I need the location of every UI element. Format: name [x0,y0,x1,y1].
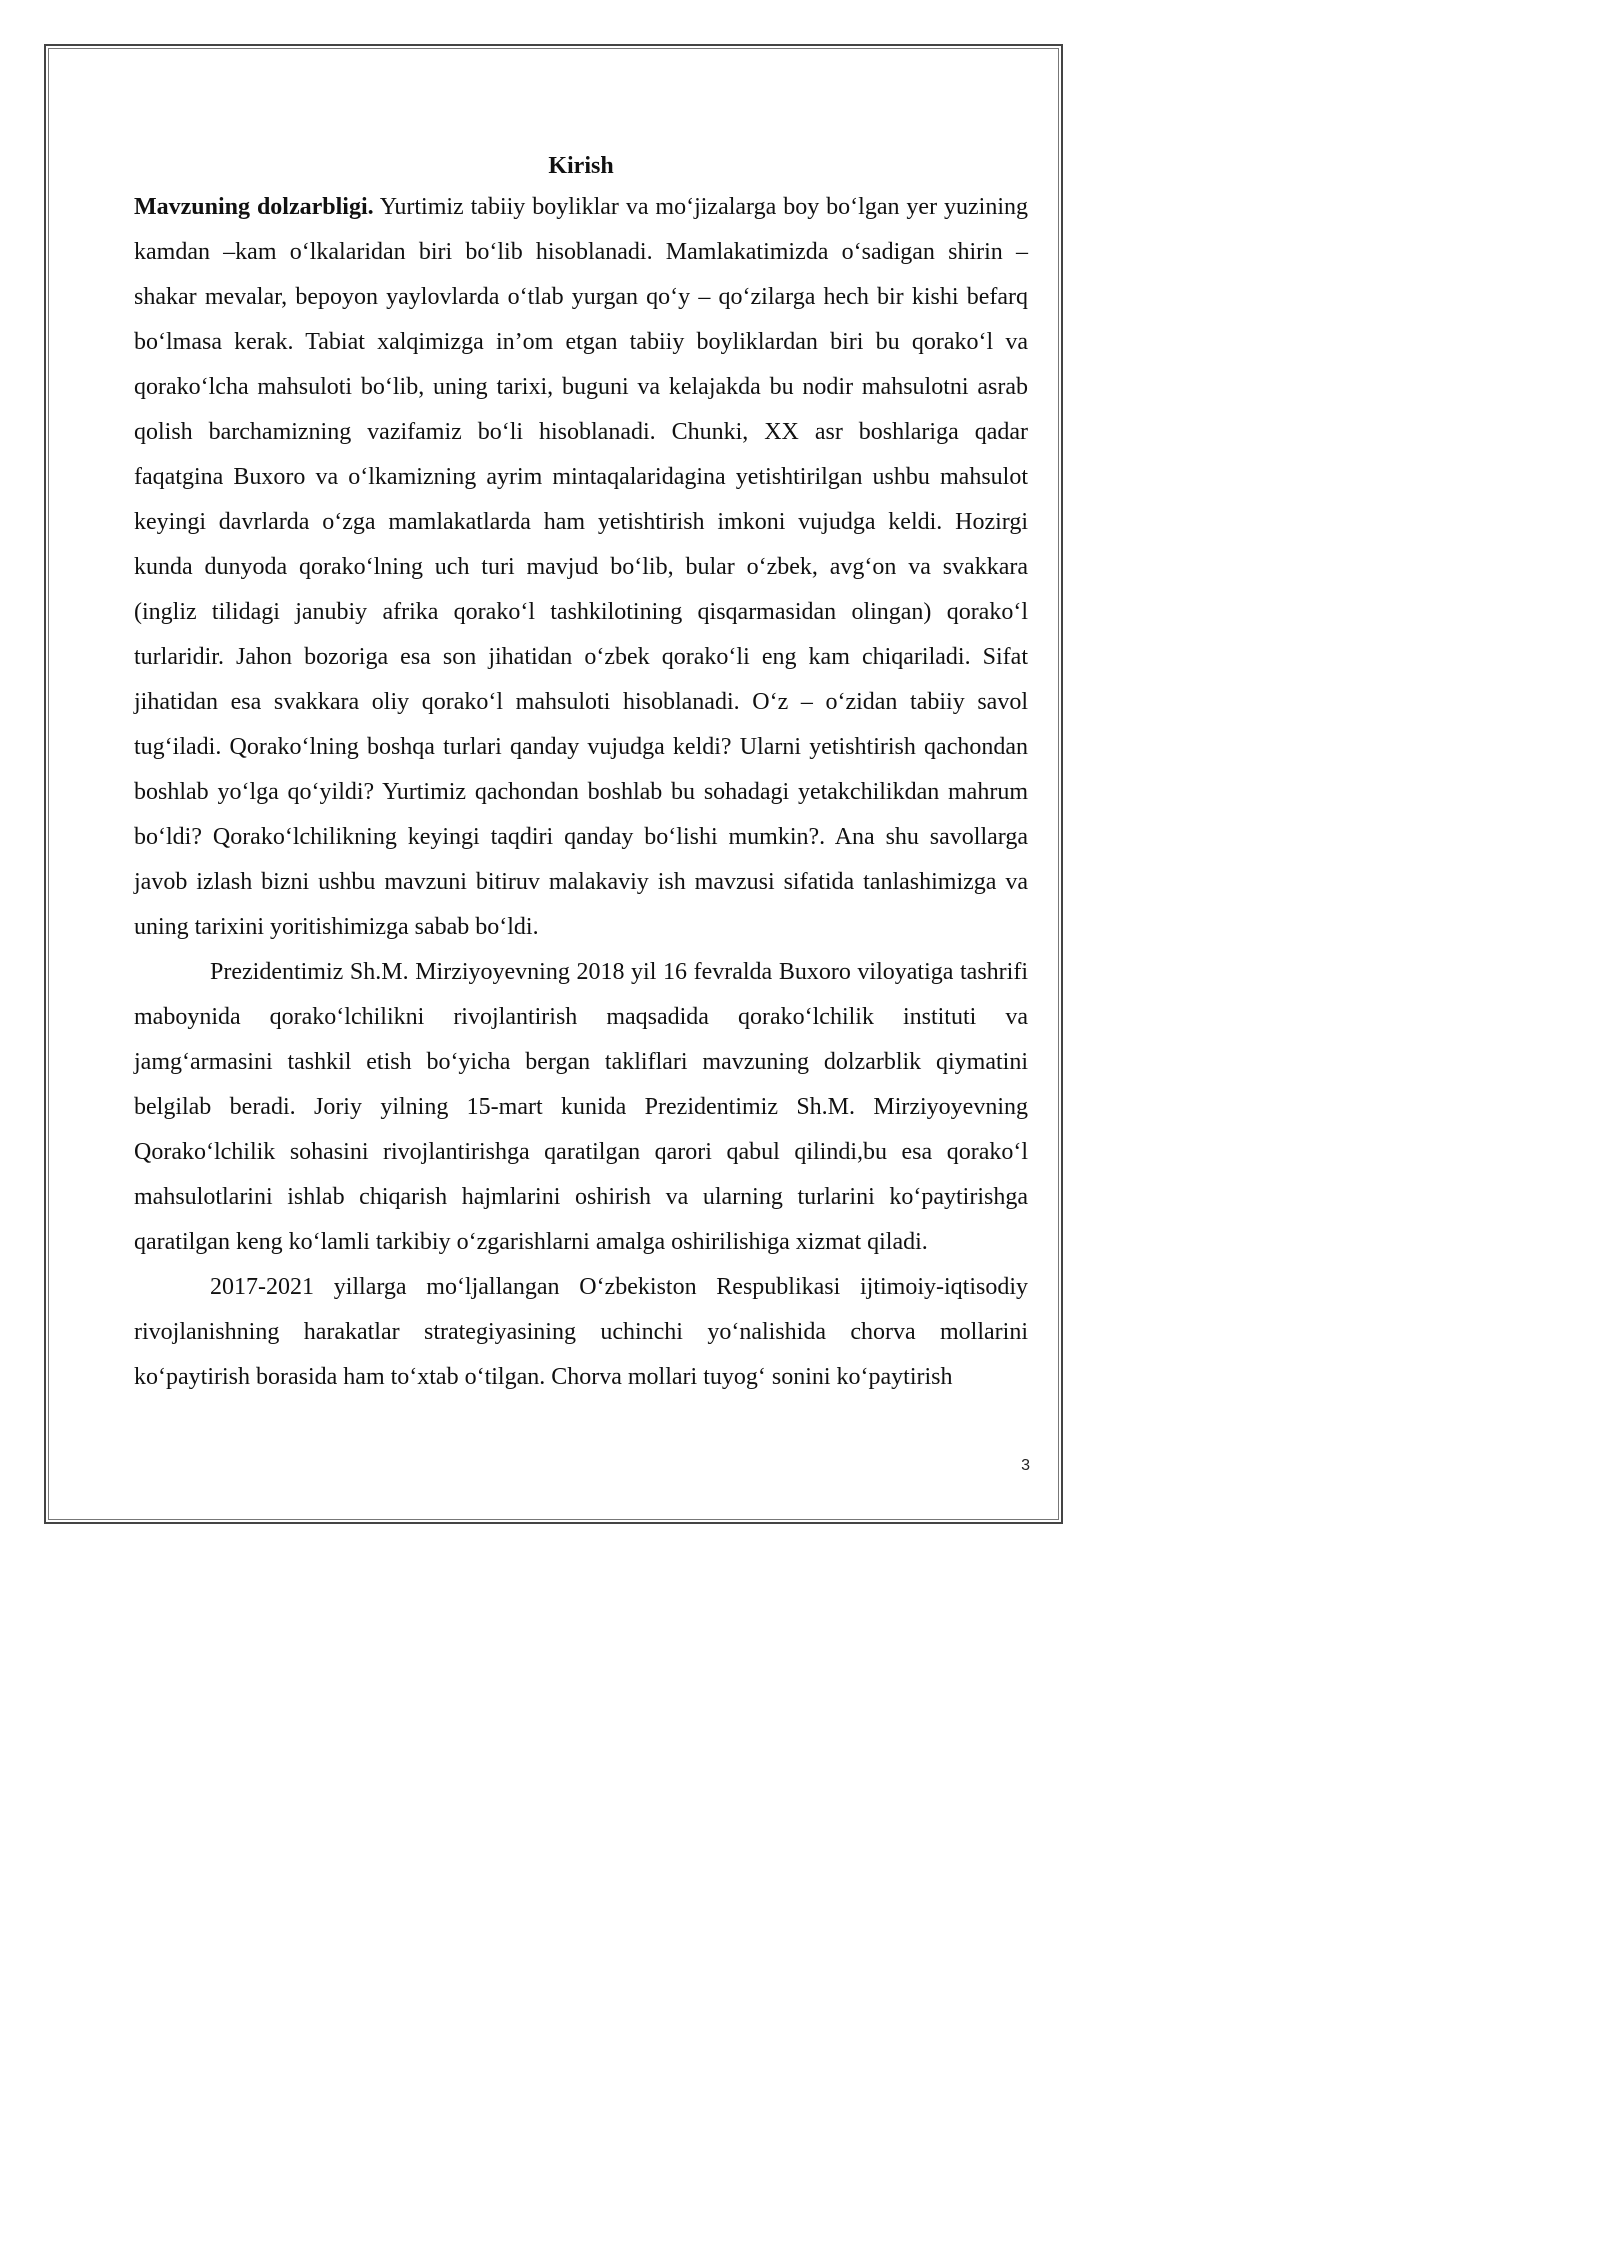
document-title: Kirish [548,153,614,179]
paragraph-relevance-text: Yurtimiz tabiiy boyliklar va moʻjizalarga boy boʻlgan yer yuzining kamdan –kam oʻlkalaridan biri boʻlib hisoblanadi. Mamlakatimizda oʻsadigan shirin – shakar mevalar, bepoyon yaylovlarda oʻtlab yurgan qoʻy – qoʻzilarga hech bir kishi befarq boʻlmasa kerak. Tabiat xalqimizga in’om etgan tabiiy boyliklardan biri bu qorakoʻl va qorakoʻlcha mahsuloti boʻlib, uning tarixi, buguni va kelajakda bu nodir mahsulotni asrab qolish barchamizning vazifamiz boʻli hisoblanadi. Chunki, XX asr boshlariga qadar faqatgina Buxoro va oʻlkamizning ayrim mintaqalaridagina yetishtirilgan ushbu mahsulot keyingi davrlarda oʻzga mamlakatlarda ham yetishtirish imkoni vujudga keldi. Hozirgi kunda dunyoda qorakoʻlning uch turi mavjud boʻlib, bular oʻzbek, avgʻon va svakkara (ingliz tilidagi janubiy afrika qorakoʻl tashkilotining qisqarmasidan olingan) qorakoʻl turlaridir. Jahon bozoriga esa son jihatidan oʻzbek qorakoʻli eng kam chiqariladi. Sifat jihatidan esa svakkara oliy qorakoʻl mahsuloti hisoblanadi. Oʻz – oʻzidan tabiiy savol tugʻiladi. Qorakoʻlning boshqa turlari qanday vujudga keldi? Ularni yetishtirish qachondan boshlab yoʻlga qoʻyildi? Yurtimiz qachondan boshlab bu sohadagi yetakchilikdan mahrum boʻldi? Qorakoʻlchilikning keyingi taqdiri qanday boʻlishi mumkin?. Ana shu savollarga javob izlash bizni ushbu mavzuni bitiruv malakaviy ish mavzusi sifatida tanlashimizga va uning tarixini yoritishimizga sabab boʻldi. [134,194,1028,940]
paragraph-strategy: 2017-2021 yillarga moʻljallangan Oʻzbekiston Respublikasi ijtimoiy-iqtisodiy rivojlanishning harakatlar strategiyasining uchinchi yoʻnalishida chorva mollarini koʻpaytirish borasida ham toʻxtab oʻtilgan. Chorva mollari tuyogʻ sonini koʻpaytirish [134,1274,1028,1390]
paragraph-relevance [134,185,1028,950]
section-lead-heading: Mavzuning dolzarbligi. [134,194,374,220]
paragraph-president-visit: Prezidentimiz Sh.M. Mirziyoyevning 2018 yil 16 fevralda Buxoro viloyatiga tashrifi maboynida qorakoʻlchilikni rivojlantirish maqsadida qorakoʻlchilik instituti va jamgʻarmasini tashkil etish boʻyicha bergan takliflari mavzuning dolzarblik qiymatini belgilab beradi. Joriy yilning 15-mart kunida Prezidentimiz Sh.M. Mirziyoyevning Qorakoʻlchilik sohasini rivojlantirishga qaratilgan qarori qabul qilindi,bu esa qorakoʻl mahsulotlarini ishlab chiqarish hajmlarini oshirish va ularning turlarini koʻpaytirishga qaratilgan keng koʻlamli tarkibiy oʻzgarishlarni amalga oshirilishiga xizmat qiladi. [134,959,1028,1255]
document-body [134,147,1028,1400]
page-number: 3 [1021,1457,1030,1474]
